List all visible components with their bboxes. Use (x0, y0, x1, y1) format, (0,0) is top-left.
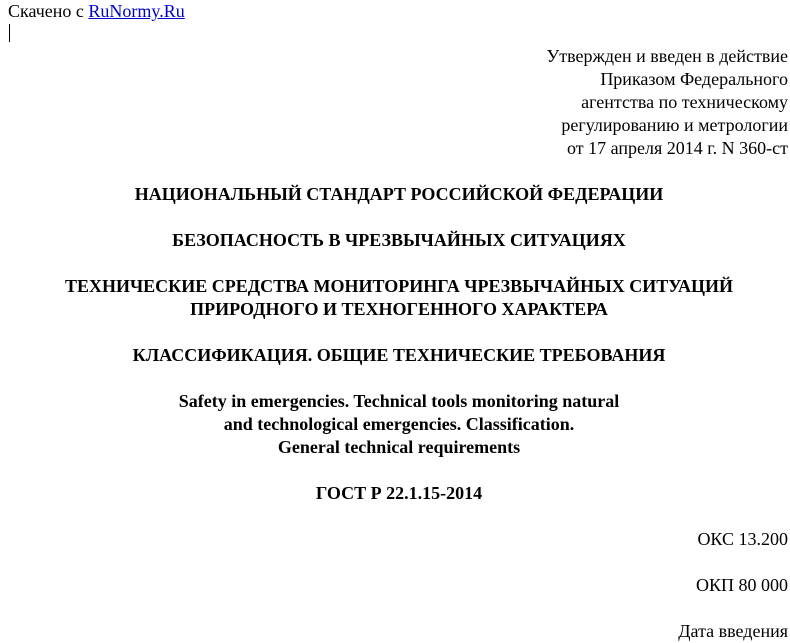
classification-heading: КЛАССИФИКАЦИЯ. ОБЩИЕ ТЕХНИЧЕСКИЕ ТРЕБОВАНИЯ (132, 345, 666, 365)
approval-block (546, 45, 788, 160)
approval-line: Приказом Федерального (600, 69, 788, 89)
runormy-link[interactable]: RuNormy.Ru (88, 1, 185, 21)
downloaded-from-notice (8, 1, 185, 22)
english-title-line: General technical requirements (277, 437, 521, 457)
downloaded-prefix: Скачено с (8, 1, 89, 21)
intro-date-label: Дата введения (678, 621, 788, 641)
approval-line: регулированию и метрологии (561, 115, 788, 135)
okp-code: ОКП 80 000 (695, 575, 788, 595)
national-standard-heading: НАЦИОНАЛЬНЫЙ СТАНДАРТ РОССИЙСКОЙ ФЕДЕРАЦИИ (134, 184, 664, 204)
tools-heading (0, 275, 790, 321)
english-title-line: and technological emergencies. Classification. (223, 414, 575, 434)
standard-designation: ГОСТ Р 22.1.15-2014 (315, 483, 483, 503)
english-title-line: Safety in emergencies. Technical tools monitoring natural (178, 391, 620, 411)
approval-line: Утвержден и введен в действие (546, 46, 788, 66)
tools-heading-line: ТЕХНИЧЕСКИЕ СРЕДСТВА МОНИТОРИНГА ЧРЕЗВЫЧАЙНЫХ СИТУАЦИЙ (64, 276, 734, 296)
oks-code: ОКС 13.200 (697, 529, 788, 549)
approval-line: агентства по техническому (581, 92, 788, 112)
safety-heading: БЕЗОПАСНОСТЬ В ЧРЕЗВЫЧАЙНЫХ СИТУАЦИЯХ (172, 230, 626, 250)
text-cursor (9, 24, 10, 42)
approval-line: от 17 апреля 2014 г. N 360-ст (567, 138, 788, 158)
english-title (0, 390, 790, 459)
tools-heading-line: ПРИРОДНОГО И ТЕХНОГЕННОГО ХАРАКТЕРА (190, 299, 608, 319)
